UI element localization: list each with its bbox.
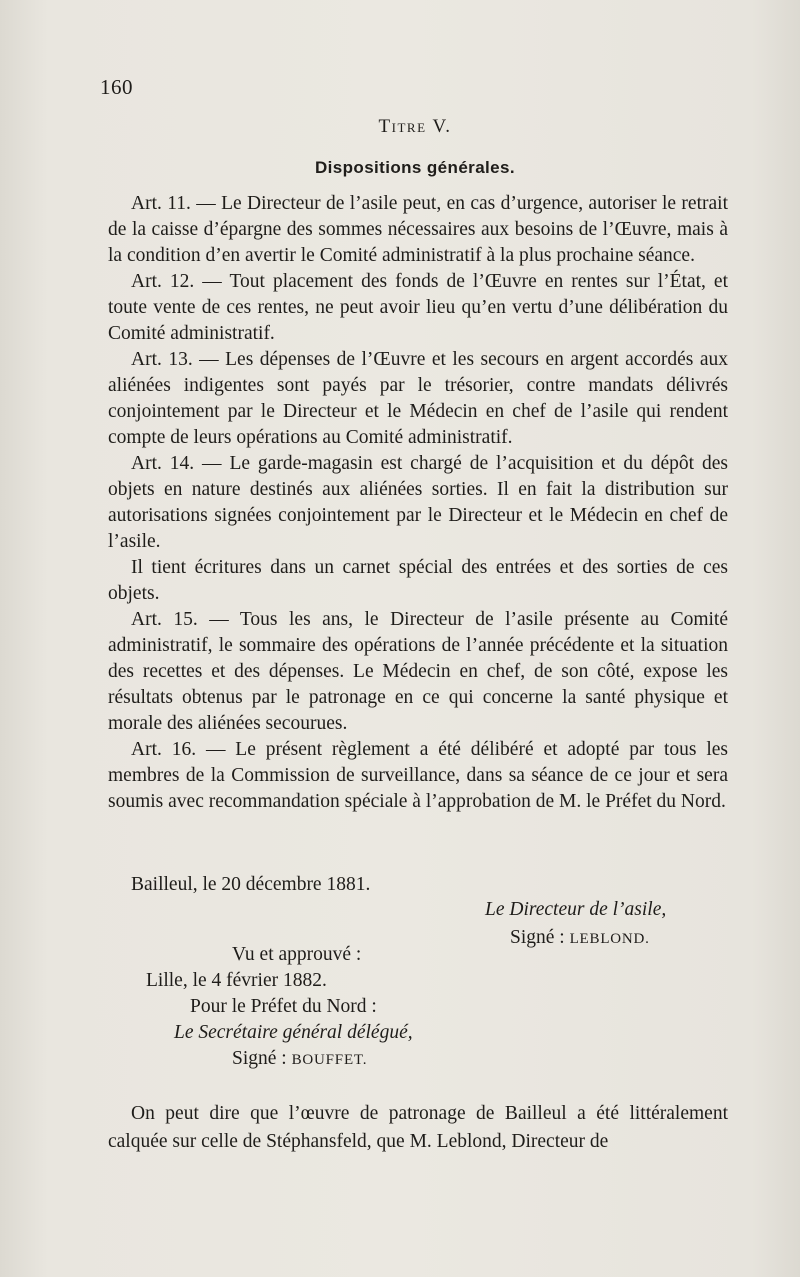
article-14-continued: Il tient écritures dans un carnet spécial des entrées et des sorties de ces objets.: [108, 557, 728, 604]
articles-body: [108, 191, 728, 815]
article-15: Art. 15. — Tous les ans, le Directeur de l’asile présente au Comité administratif, le sommaire des opérations de l’année précédente et la situation des recettes et des dépenses. Le Médecin en chef, de son côté, expose les résultats obtenus par le patronage en ce qui concerne la santé physique et morale des aliénées secourues.: [108, 609, 728, 734]
section-heading: Dispositions générales.: [314, 158, 516, 177]
secretary-signed-prefix: Signé :: [232, 1048, 292, 1069]
page-number: 160: [100, 75, 133, 99]
secretary-title: Le Secrétaire général délégué,: [174, 1022, 413, 1043]
title-numeral: V.: [432, 116, 452, 137]
section-title: [0, 116, 800, 138]
article-16: Art. 16. — Le présent règlement a été délibéré et adopté par tous les membres de la Commission de surveillance, dans sa séance de ce jour et sera soumis avec recommandation spéciale à l’approbation de M. le Préfet du Nord.: [108, 739, 728, 812]
place-date: Bailleul, le 20 décembre 1881.: [131, 874, 371, 895]
for-prefect-line: Pour le Préfet du Nord :: [190, 996, 377, 1017]
continuation-paragraph: [108, 1100, 728, 1156]
director-name: LEBLOND.: [569, 931, 650, 947]
article-14: Art. 14. — Le garde-magasin est chargé de l’acquisition et du dépôt des objets en nature destinés aux aliénées sorties. Il en fait la distribution sur autorisations signées conjointement par le Directeur et le Médecin en chef de l’asile.: [108, 453, 728, 552]
director-title: Le Directeur de l’asile,: [485, 899, 667, 920]
article-12: Art. 12. — Tout placement des fonds de l’Œuvre en rentes sur l’État, et toute vente de ces rentes, ne peut avoir lieu qu’en vertu d’une délibération du Comité administratif.: [108, 271, 728, 344]
secretary-signature: [232, 1046, 367, 1073]
article-13: Art. 13. — Les dépenses de l’Œuvre et les secours en argent accordés aux aliénées indigentes sont payés par le trésorier, contre mandats délivrés conjointement par le Directeur et le Médecin en chef de l’asile qui rendent compte de leurs opérations au Comité administratif.: [108, 349, 728, 448]
title-word: Titre: [378, 116, 427, 137]
director-signed-prefix: Signé :: [510, 927, 570, 948]
director-signature: [510, 925, 650, 952]
continuation-text: On peut dire que l’œuvre de patronage de Bailleul a été littéralement calquée sur celle de Stéphansfeld, que M. Leblond, Directeur de: [108, 1103, 728, 1152]
secretary-name: BOUFFET.: [291, 1052, 368, 1068]
article-11: Art. 11. — Le Directeur de l’asile peut, en cas d’urgence, autoriser le retrait de la caisse d’épargne des sommes nécessaires aux besoins de l’Œuvre, mais à la condition d’en avertir le Comité administratif à la plus prochaine séance.: [108, 193, 728, 266]
approval-line: Vu et approuvé :: [232, 944, 362, 965]
approval-place-date: Lille, le 4 février 1882.: [146, 970, 327, 991]
